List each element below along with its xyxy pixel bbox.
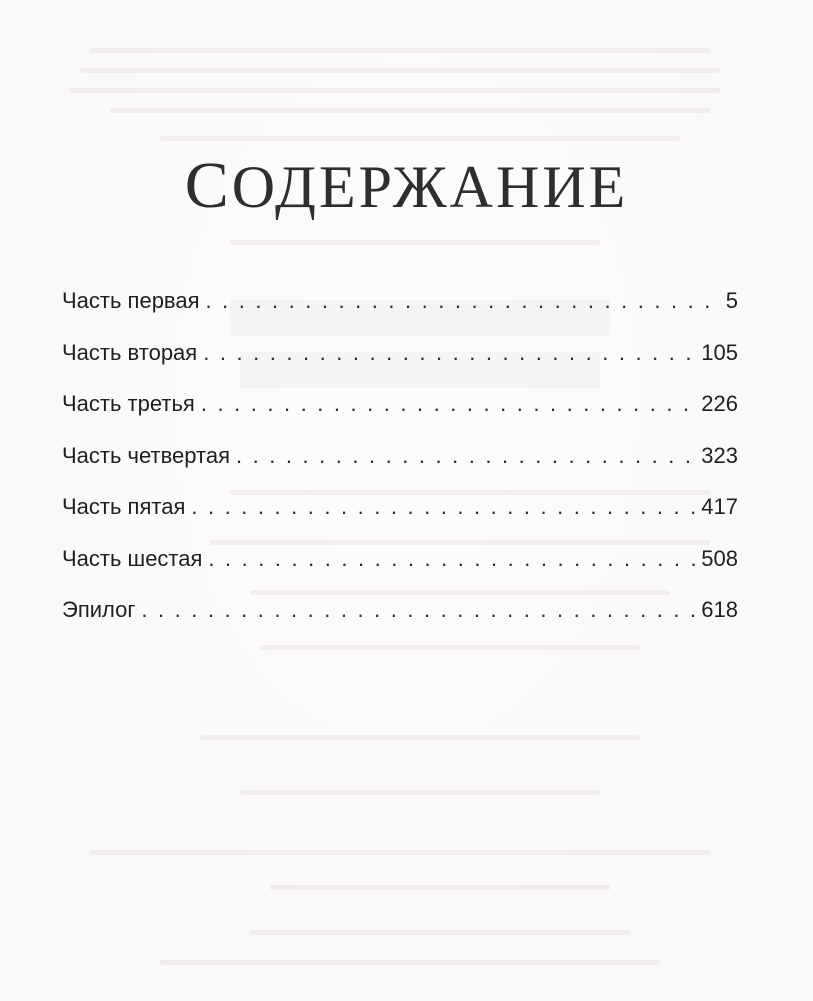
- bleed-through-line: [90, 48, 710, 53]
- dot-leader: [208, 546, 695, 572]
- toc-entry-label: Часть третья: [62, 391, 195, 416]
- table-of-contents: [62, 288, 738, 649]
- toc-entry-page: 226: [701, 391, 738, 416]
- toc-entry-label: Часть вторая: [62, 339, 198, 365]
- toc-entry: [62, 443, 738, 495]
- toc-entry: [62, 494, 738, 546]
- toc-entry: [62, 340, 738, 392]
- bleed-through-line: [270, 885, 610, 890]
- toc-entry-label: Часть четвертая: [62, 442, 230, 468]
- toc-entry-page: 5: [725, 288, 738, 313]
- toc-entry-page: 618: [701, 597, 738, 622]
- title-rest: ОДЕРЖАНИЕ: [231, 154, 629, 220]
- toc-entry-label: Эпилог: [62, 597, 136, 622]
- toc-entry: [62, 288, 738, 340]
- toc-entry-page: 105: [701, 339, 738, 365]
- bleed-through-line: [160, 136, 680, 141]
- bleed-through-line: [240, 790, 600, 795]
- toc-entry-label: Часть пятая: [62, 494, 186, 519]
- bleed-through-line: [90, 850, 710, 855]
- bleed-through-line: [160, 960, 660, 965]
- bleed-through-line: [110, 108, 710, 113]
- toc-entry: [62, 391, 738, 443]
- dot-leader: [206, 288, 720, 314]
- bleed-through-line: [200, 735, 640, 740]
- toc-entry-label: Часть первая: [62, 288, 200, 313]
- dot-leader: [141, 597, 695, 623]
- dot-leader: [191, 494, 695, 520]
- toc-entry-page: 323: [701, 442, 738, 468]
- title-first-letter: С: [184, 149, 232, 222]
- dot-leader: [203, 340, 695, 366]
- page-title: [0, 150, 813, 223]
- dot-leader: [201, 391, 695, 417]
- toc-entry: [62, 546, 738, 598]
- toc-entry: [62, 597, 738, 649]
- toc-entry-label: Часть шестая: [62, 545, 203, 571]
- bleed-through-line: [80, 68, 720, 73]
- bleed-through-line: [230, 240, 600, 245]
- toc-entry-page: 508: [701, 545, 738, 571]
- bleed-through-line: [70, 88, 720, 93]
- dot-leader: [236, 443, 695, 469]
- bleed-through-line: [250, 930, 630, 935]
- toc-entry-page: 417: [701, 494, 738, 519]
